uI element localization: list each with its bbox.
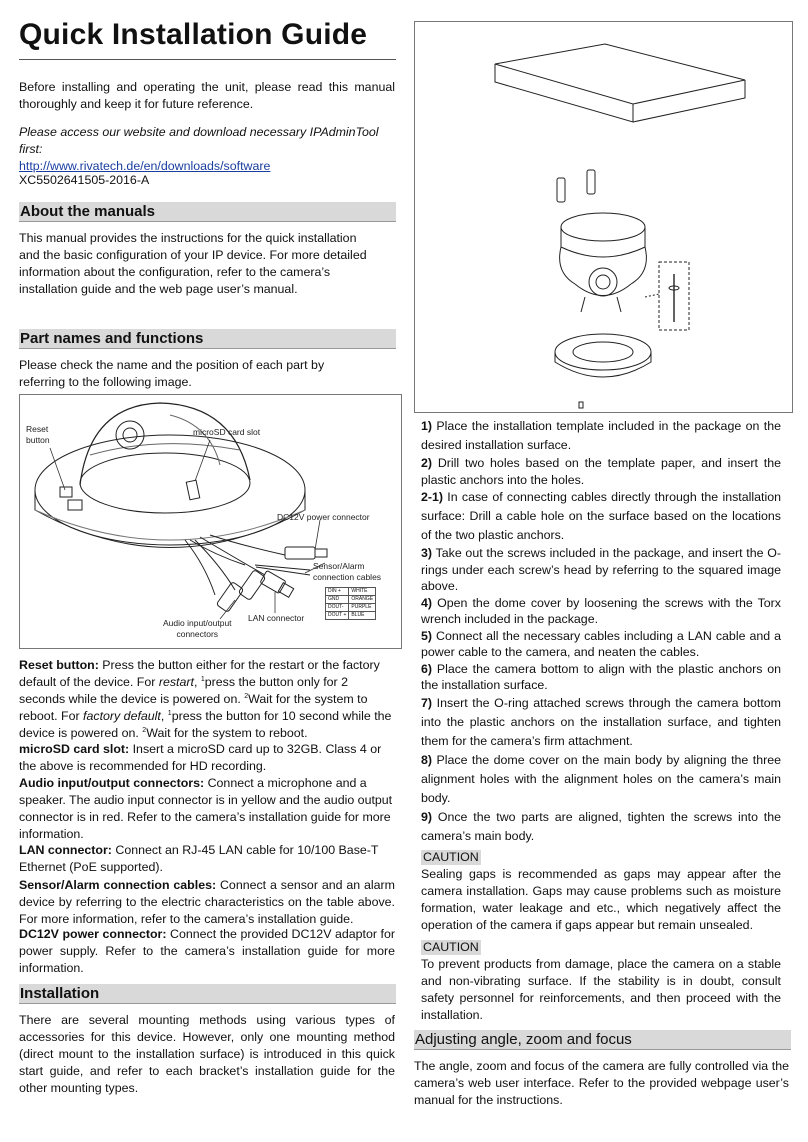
wire-table-cell: BLUE [349, 612, 376, 620]
step-text: Place the installation template included in the package on the desired installation surface. [421, 419, 781, 452]
installation-figure [414, 21, 793, 413]
sensor-desc: Sensor/Alarm connection cables: Connect a sensor and an alarm device by referring to the electric characteristics on the table above. For more information, refer to the camera’s installation guide. [19, 878, 396, 926]
section-heading-parts: Part names and functions [19, 329, 396, 349]
wire-table-row [326, 588, 376, 596]
installation-steps [421, 417, 781, 846]
step-number: 7) [421, 695, 433, 710]
microsd-desc: microSD card slot: Insert a microSD card up to 32GB. Class 4 or the above is recommended for HD recording. [19, 742, 382, 773]
step-text: Take out the screws included in the package, and insert the O-rings under each screw’s head by referring to the squared image above. [421, 546, 781, 593]
caution-text: To prevent products from damage, place the camera on a stable and non-vibrating surface. If the stability is in doubt, consult safety personnel for reinforcements, and then proceed with the installation. [421, 957, 781, 1022]
wire-table-cell: ORANGE [349, 596, 376, 604]
wire-color-table [325, 587, 376, 620]
step-item [421, 545, 781, 595]
step-text: Place the dome cover on the main body by aligning the three alignment holes with the alignment holes on the camera’s main body. [421, 752, 781, 805]
parts-text: Please check the name and the position of each part by referring to the following image. [19, 358, 325, 389]
step-text: Insert the O-ring attached screws through the camera bottom into the plastic anchors on the installation surface, and tighten them for the camera’s firm attachment. [421, 695, 781, 748]
step-item [421, 595, 781, 628]
installation-exploded-illustration [415, 22, 792, 412]
step-number: 9) [421, 809, 433, 824]
caution-text: Sealing gaps is recommended as gaps may appear after the camera installation. Gaps may cause problems such as moisture formation, water leakage and etc., which negatively affect the operation of the camera if gaps appear but remain unsealed. [421, 867, 781, 932]
dc-desc: DC12V power connector: Connect the provided DC12V adaptor for power supply. Refer to the camera’s installation guide for more information. [19, 927, 395, 975]
title-rule [19, 59, 396, 60]
caution-block [421, 848, 781, 934]
step-text: Place the camera bottom to align with the plastic anchors on the installation surface. [421, 661, 781, 692]
step-number: 8) [421, 752, 433, 767]
wire-table-cell: DOUT- [326, 604, 349, 612]
wire-table-row [326, 596, 376, 604]
section-heading-adjusting: Adjusting angle, zoom and focus [414, 1030, 791, 1050]
wire-table-row [326, 604, 376, 612]
download-link[interactable]: http://www.rivatech.de/en/downloads/software [19, 159, 271, 173]
step-number: 2-1) [421, 490, 444, 504]
step-item [421, 661, 781, 694]
step-item [421, 455, 781, 488]
step-item [421, 488, 781, 545]
step-number: 6) [421, 661, 433, 676]
label-audio: Audio input/output connectors [163, 618, 232, 639]
intro-text: Before installing and operating the unit, please read this manual thoroughly and keep it for future reference. [19, 80, 395, 111]
wire-table-cell: WHITE [349, 588, 376, 596]
step-number: 3) [421, 546, 433, 560]
doc-code: XC5502641505-2016-A [19, 173, 150, 187]
audio-desc: Audio input/output connectors: Connect a microphone and a speaker. The audio input connector is in yellow and the audio output connector is in red. Refer to the camera’s installation guide for more information. [19, 776, 393, 841]
section-heading-about: About the manuals [19, 202, 396, 222]
step-text: Drill two holes based on the template paper, and insert the plastic anchors into the holes. [421, 456, 781, 487]
label-dc12v: DC12V power connector [277, 512, 370, 522]
about-text: This manual provides the instructions for the quick installation and the basic configuration of your IP device. For more detailed information about the configuration, refer to the camera’s installation guide and the web page user’s manual. [19, 231, 367, 296]
adjusting-text: The angle, zoom and focus of the camera are fully controlled via the camera’s web user interface. Refer to the provided webpage user’s manual for the instructions. [414, 1059, 789, 1107]
step-number: 1) [421, 419, 433, 433]
step-number: 5) [421, 628, 433, 643]
installation-text: There are several mounting methods using various types of accessories for this device. However, only one mounting method (direct mount to the installation surface) is introduced in this quick start guide, and refer to each bracket’s installation guide for the other mounting types. [19, 1013, 395, 1095]
step-text: Open the dome cover by loosening the screws with the Torx wrench included in the package. [421, 595, 781, 626]
access-note [19, 124, 395, 175]
wire-table-cell: GND [326, 596, 349, 604]
caution-label: CAUTION [423, 940, 479, 954]
wire-table-cell: DIN + [326, 588, 349, 596]
section-heading-installation: Installation [19, 984, 396, 1004]
label-reset: Reset button [26, 424, 50, 445]
caution-label: CAUTION [423, 850, 479, 864]
step-item [421, 628, 781, 661]
step-text: Once the two parts are aligned, tighten the screws into the camera’s main body. [421, 809, 781, 843]
label-lan: LAN connector [248, 613, 305, 623]
page-title: Quick Installation Guide [19, 18, 368, 51]
wire-table-cell: DOUT + [326, 612, 349, 620]
label-microsd: microSD card slot [193, 427, 261, 437]
access-note-text: Please access our website and download necessary IPAdminTool first: [19, 125, 379, 156]
step-item [421, 417, 781, 455]
step-number: 2) [421, 456, 433, 470]
parts-figure [19, 394, 402, 649]
reset-desc: Reset button: Press the button either for the restart or the factory default of the device. For restart, $^1$press the button only for 2 seconds while the device is powered on. $^2$Wait for the system to reboot. For factory default, $^1$press the button for 10 second while the device is powered on. $^2$Wait for the system to reboot. [19, 658, 392, 740]
cautions [421, 848, 781, 1024]
step-item [421, 694, 781, 751]
wire-table-row [326, 612, 376, 620]
step-number: 4) [421, 595, 433, 610]
label-sensor: Sensor/Alarm connection cables [313, 561, 382, 582]
step-item [421, 751, 781, 808]
caution-block [421, 938, 781, 1024]
step-text: Connect all the necessary cables including a LAN cable and a power cable to the camera, and neaten the cables. [421, 628, 781, 659]
step-text: In case of connecting cables directly through the installation surface: Drill a cable hole on the surface based on the locations of the two plastic anchors. [421, 490, 781, 542]
step-item [421, 808, 781, 846]
wire-table-cell: PURPLE [349, 604, 376, 612]
lan-desc: LAN connector: Connect an RJ-45 LAN cable for 10/100 Base-T Ethernet (PoE supported). [19, 843, 379, 874]
